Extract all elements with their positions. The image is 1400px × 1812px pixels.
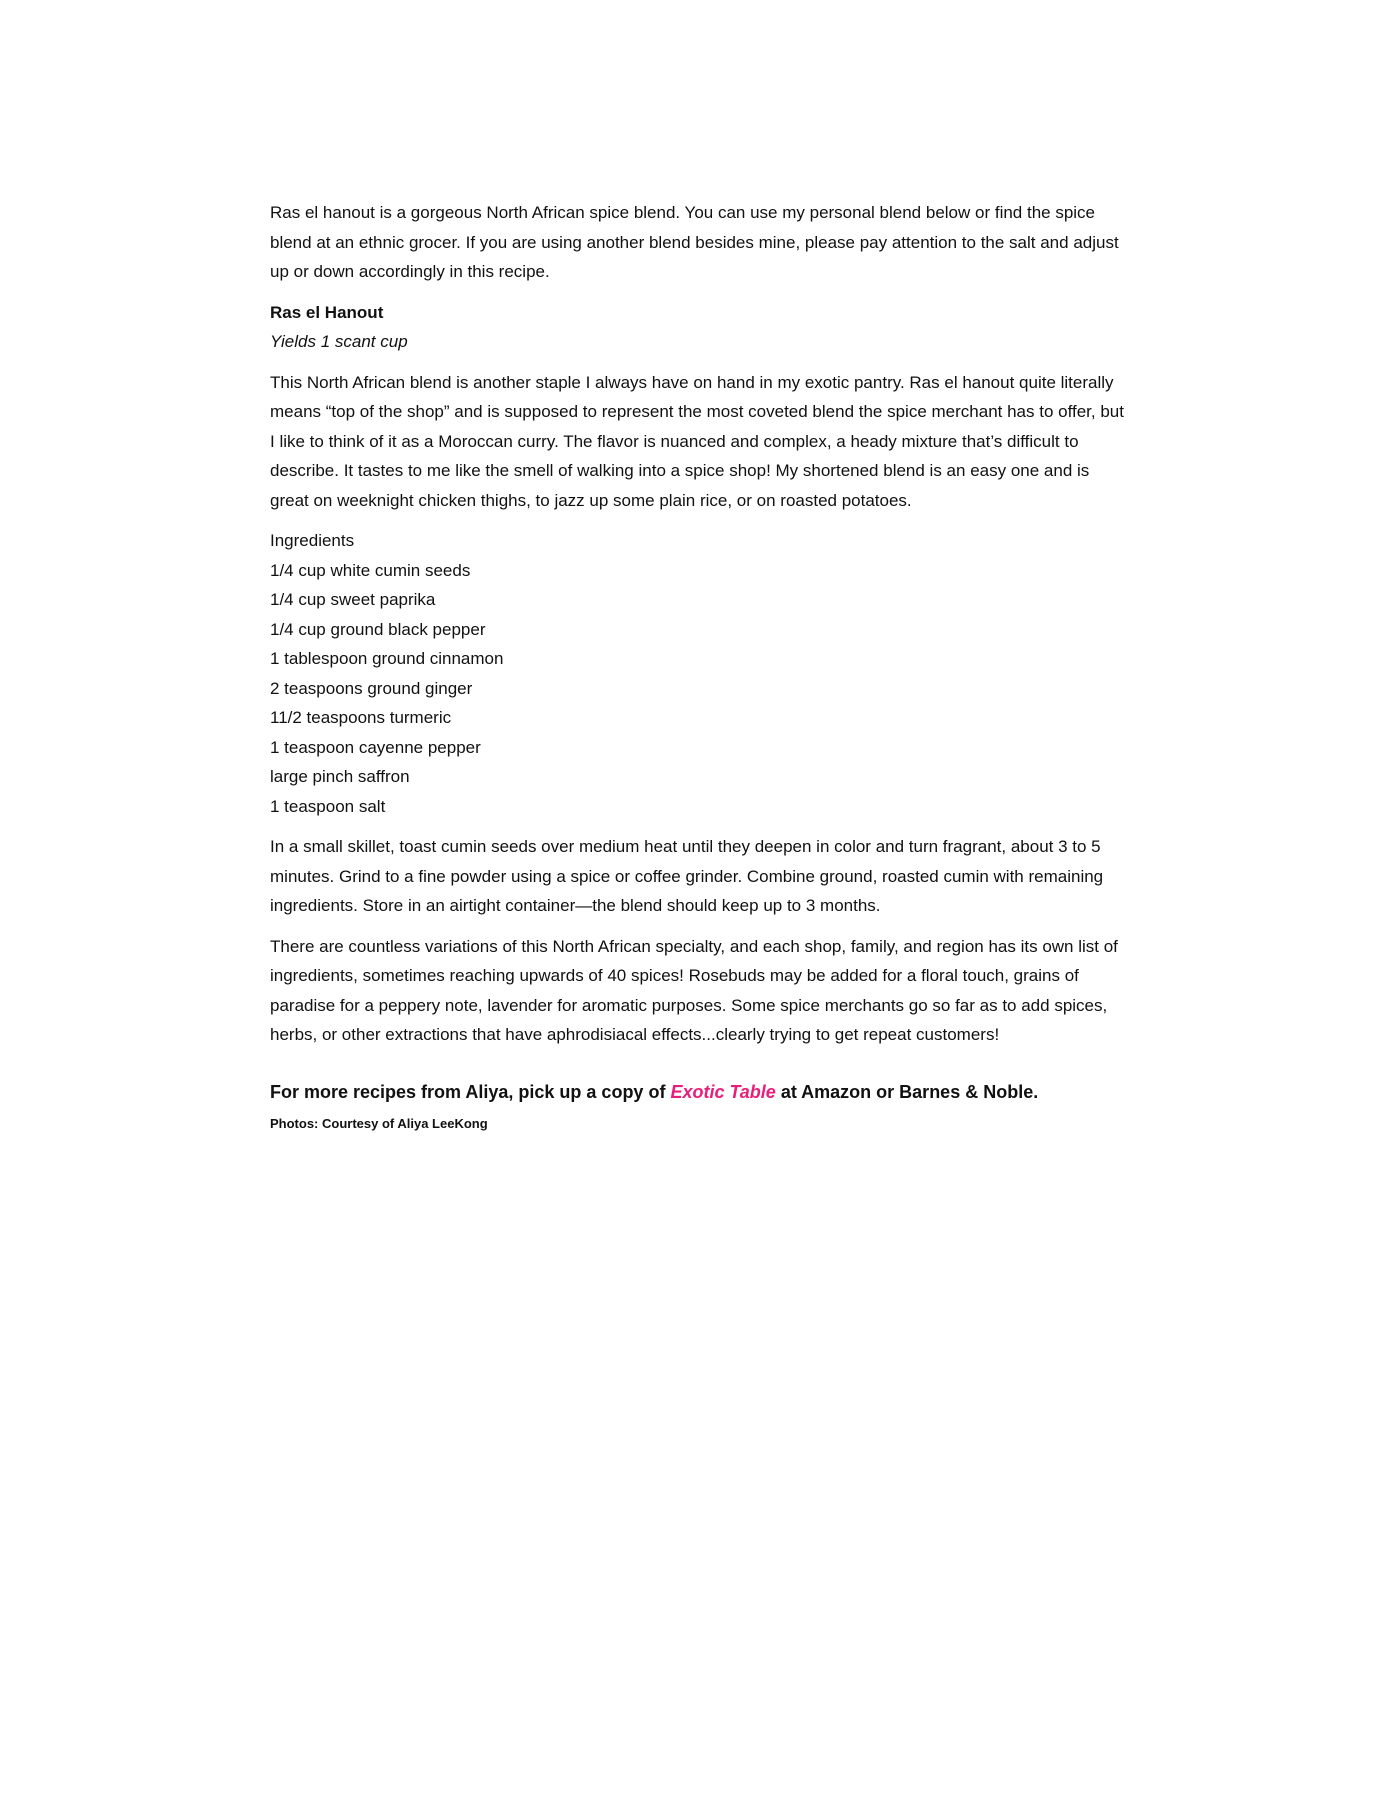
ingredient-item: 1/4 cup white cumin seeds [270,560,471,580]
promo-prefix: For more recipes from Aliya, pick up a copy of [270,1081,671,1102]
ingredient-item: 1 teaspoon salt [270,796,386,816]
variations-paragraph: There are countless variations of this North African specialty, and each shop, family, and region has its own list of ingredients, sometimes reaching upwards of 40 spices! Rosebuds may be added for a floral touch, grains of paradise for a peppery note, lavender for aromatic purposes. Some spice merchants go so far as to add spices, herbs, or other extractions that have aphrodisiacal effects...clearly trying to get repeat customers! [270,936,1118,1044]
method-paragraph: In a small skillet, toast cumin seeds over medium heat until they deepen in color and turn fragrant, about 3 to 5 minutes. Grind to a fine powder using a spice or coffee grinder. Combine ground, roasted cumin with remaining ingredients. Store in an airtight container—the blend should keep up to 3 months. [270,837,1104,915]
article-body [270,198,1130,1135]
ingredient-list [270,556,1130,822]
ingredient-item: 11/2 teaspoons turmeric [270,708,452,727]
intro-paragraph: Ras el hanout is a gorgeous North African spice blend. You can use my personal blend below or find the spice blend at an ethnic grocer. If you are using another blend besides mine, please pay attention to the salt and adjust up or down accordingly in this recipe. [270,203,1119,281]
ingredients-heading: Ingredients [270,531,355,550]
recipe-description: This North African blend is another staple I always have on hand in my exotic pantry. Ras el hanout quite literally means “top of the shop” and is supposed to represent the most coveted blend the spice merchant has to offer, but I like to think of it as a Moroccan curry. The flavor is nuanced and complex, a heady mixture that’s difficult to describe. It tastes to me like the smell of walking into a spice shop! My shortened blend is an easy one and is great on weeknight chicken thighs, to jazz up some plain rice, or on roasted potatoes. [270,372,1124,510]
ingredient-item: 1/4 cup sweet paprika [270,590,436,609]
book-title-link[interactable]: Exotic Table [670,1081,776,1102]
promo-line [270,1077,1130,1107]
recipe-title: Ras el Hanout [270,302,384,322]
ingredient-item: 1 tablespoon ground cinnamon [270,649,504,668]
ingredient-item: 2 teaspoons ground ginger [270,678,473,698]
ingredient-item: large pinch saffron [270,767,410,786]
recipe-yield: Yields 1 scant cup [270,332,408,351]
promo-suffix: at Amazon or Barnes & Noble. [775,1081,1039,1102]
ingredient-item: 1/4 cup ground black pepper [270,619,486,639]
ingredient-item: 1 teaspoon cayenne pepper [270,737,481,757]
photo-credit: Photos: Courtesy of Aliya LeeKong [270,1115,488,1131]
